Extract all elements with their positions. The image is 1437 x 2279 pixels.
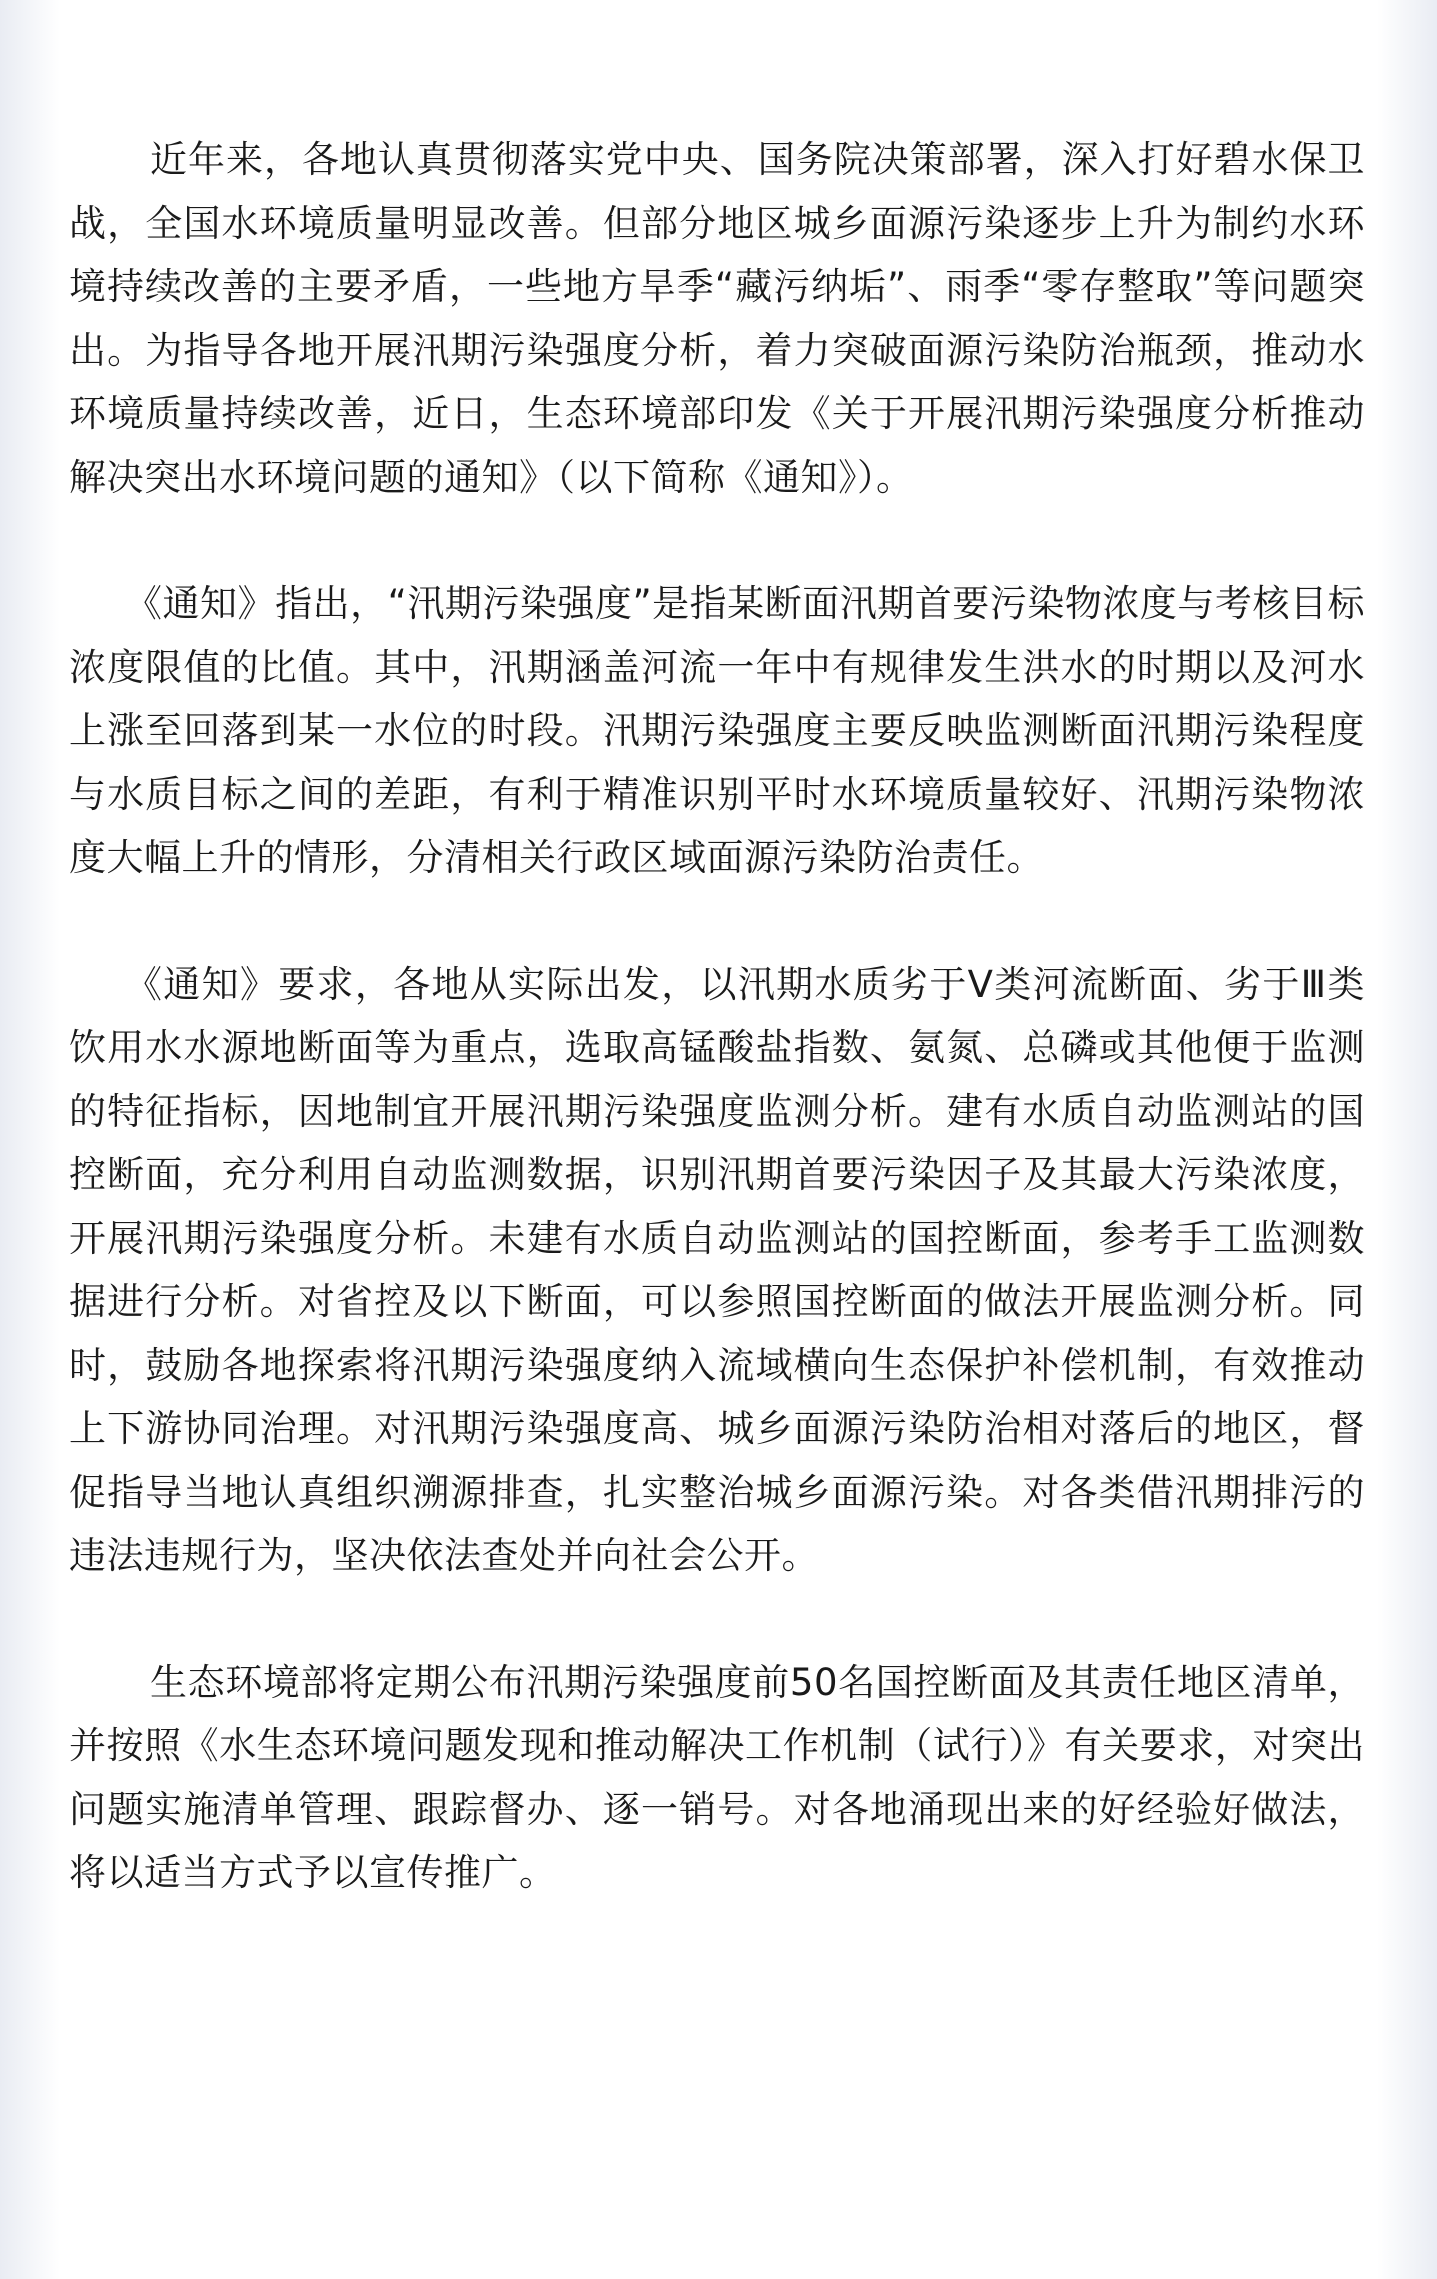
paragraph-requirements: 《通知》要求，各地从实际出发，以汛期水质劣于Ⅴ类河流断面、劣于Ⅲ类饮用水水源地断面等为重点，选取高锰酸盐指数、氨氮、总磷或其他便于监测的特征指标，因地制宜开展汛期污染强度监测分析。建有水质自动监测站的国控断面，充分利用自动监测数据，识别汛期首要污染因子及其最大污染浓度，开展汛期污染强度分析。未建有水质自动监测站的国控断面，参考手工监测数据进行分析。对省控及以下断面，可以参照国控断面的做法开展监测分析。同时，鼓励各地探索将汛期污染强度纳入流域横向生态保护补偿机制，有效推动上下游协同治理。对汛期污染强度高、城乡面源污染防治相对落后的地区，督促指导当地认真组织溯源排查，扎实整治城乡面源污染。对各类借汛期排污的违法违规行为，坚决依法查处并向社会公开。 (69, 962, 1365, 1577)
article-body (69, 128, 1365, 1905)
paragraph-definition: 《通知》指出，“汛期污染强度”是指某断面汛期首要污染物浓度与考核目标浓度限值的比值。其中，汛期涵盖河流一年中有规律发生洪水的时期以及河水上涨至回落到某一水位的时段。汛期污染强度主要反映监测断面汛期污染程度与水质目标之间的差距，有利于精准识别平时水环境质量较好、汛期污染物浓度大幅上升的情形，分清相关行政区域面源污染防治责任。 (69, 582, 1365, 879)
paragraph-intro: 近年来，各地认真贯彻落实党中央、国务院决策部署，深入打好碧水保卫战，全国水环境质量明显改善。但部分地区城乡面源污染逐步上升为制约水环境持续改善的主要矛盾，一些地方旱季“藏污纳垢”、雨季“零存整取”等问题突出。为指导各地开展汛期污染强度分析，着力突破面源污染防治瓶颈，推动水环境质量持续改善，近日，生态环境部印发《关于开展汛期污染强度分析推动解决突出水环境问题的通知》（以下简称《通知》）。 (69, 138, 1365, 499)
paragraph-publication: 生态环境部将定期公布汛期污染强度前50名国控断面及其责任地区清单，并按照《水生态环境问题发现和推动解决工作机制（试行）》有关要求，对突出问题实施清单管理、跟踪督办、逐一销号。对各地涌现出来的好经验好做法，将以适当方式予以宣传推广。 (69, 1660, 1365, 1894)
